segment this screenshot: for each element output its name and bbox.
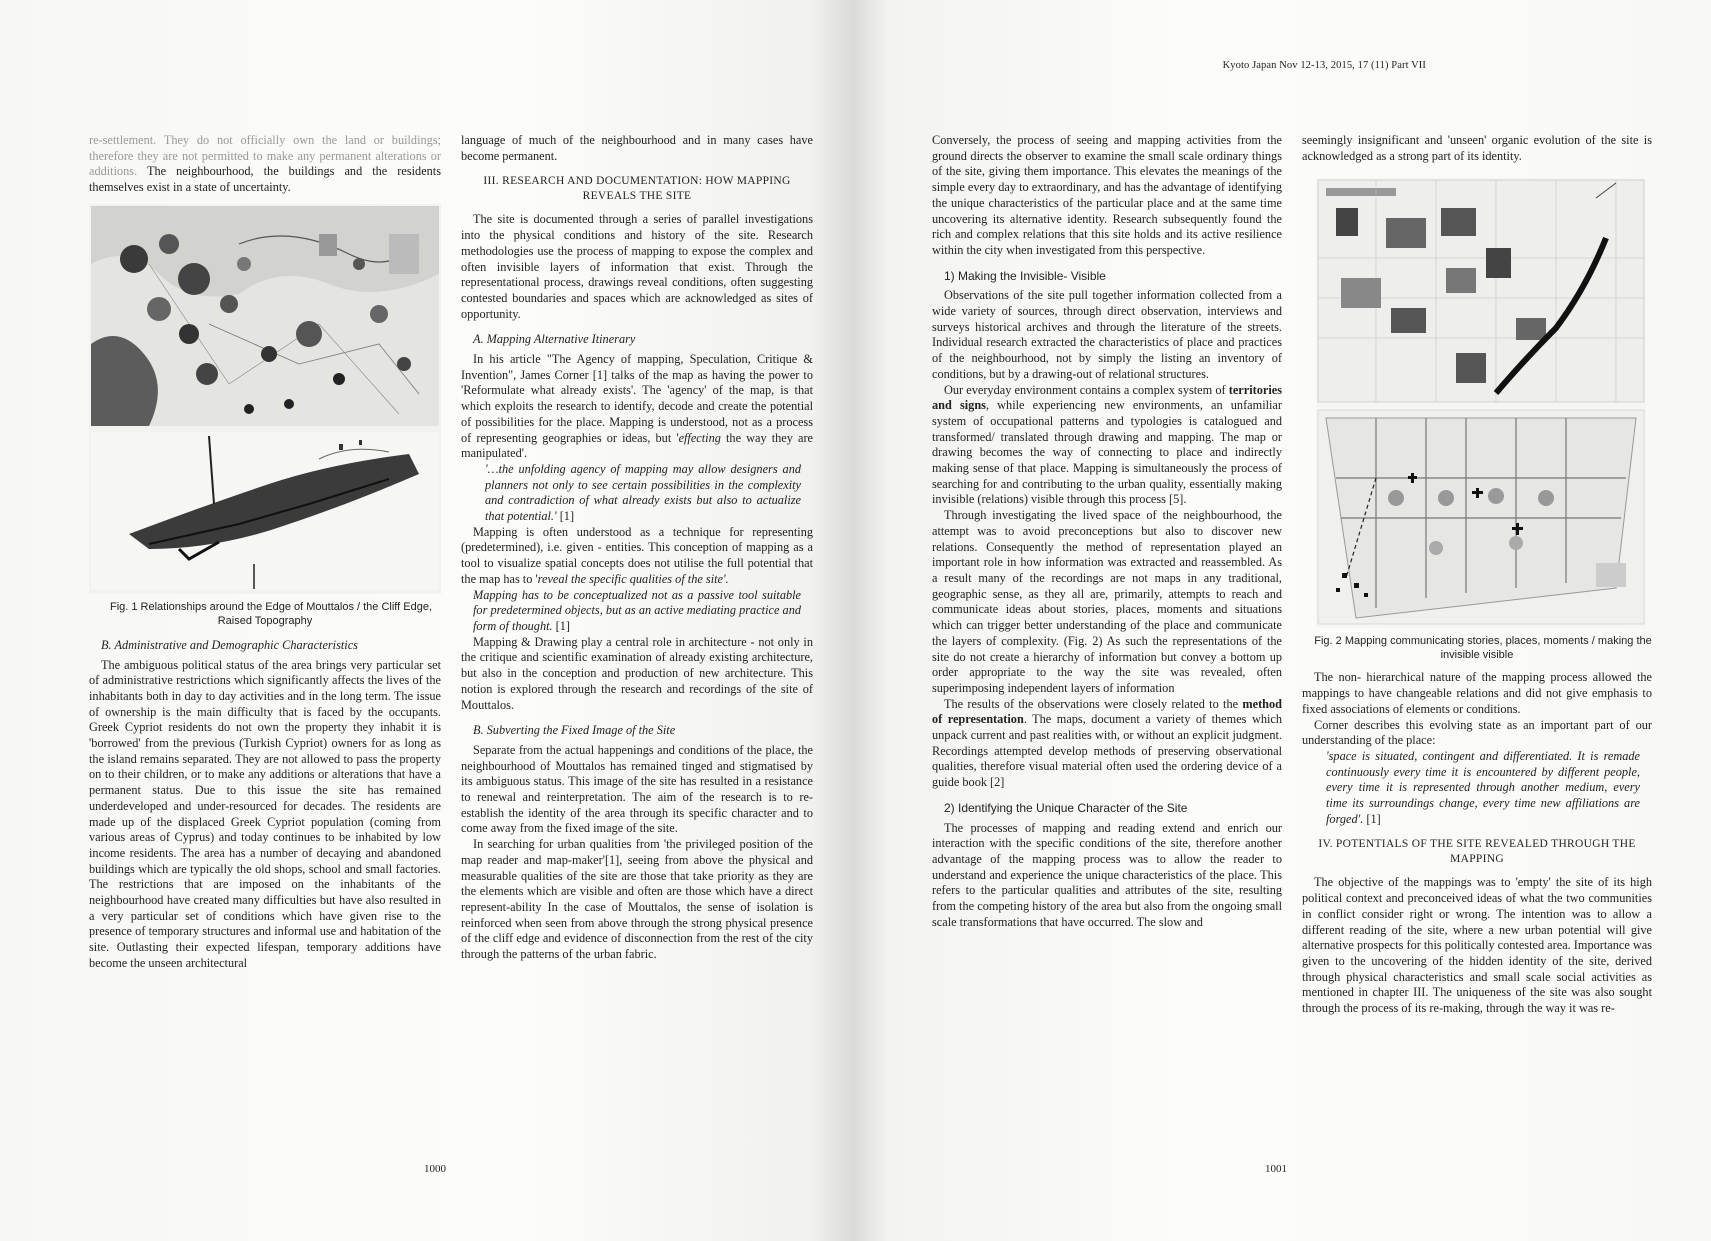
paragraph: The processes of mapping and reading extend and enrich our interaction with the specific conditions of the site, therefore another advantage of the mapping process was to allow the reader to understand and experience the unique characteristics of the place. This refers to the particular qualities and attributes of the site, resulting from the competing history of the area but also from the ongoing small scale transformations that have occurred. The slow and (932, 820, 1282, 929)
block-quote (473, 588, 801, 635)
quote-text: Mapping has to be conceptualized not as a passive tool suitable for predetermined objects, but as an active mediating practice and form of thought. (473, 587, 801, 633)
paragraph: The non- hierarchical nature of the mapping process allowed the mappings to have changeable relations and did not give emphasis to fixed associations of elements or conditions. (1302, 670, 1652, 716)
paragraph: seemingly insignificant and 'unseen' organic evolution of the site is acknowledged as a strong part of its identity. (1302, 133, 1652, 163)
figure-1-image (89, 204, 441, 594)
text: Mapping is often understood as a technique for representing (predetermined), i.e. given - entities. This conception of mapping as a tool to visualize spatial concepts does not utilise the full potential that the map has to ' (461, 524, 813, 586)
paragraph: In searching for urban qualities from 'the privileged position of the map reader and map-maker'[1], seeing from above the physical and measurable qualities of the site are those that take priority as they are the elements which are visible and often are those which have a direct represent-ability In the case of Mouttalos, the sense of isolation is reinforced when seen from above through the strong physical presence of the cliff edge and evidence of disconnection from the rest of the city through the patterns of the urban fabric. (461, 837, 813, 962)
italic-text: effecting (678, 430, 721, 445)
figure-2-image (1316, 178, 1652, 628)
right-page-column-2 (1302, 133, 1652, 1017)
section-heading-iv: IV. POTENTIALS OF THE SITE REVEALED THROUGH THE MAPPING (1318, 838, 1636, 866)
figure-2-drawing (1316, 178, 1646, 628)
paragraph: Through investigating the lived space of the neighbourhood, the attempt was to avoid preconceptions but also to discover new relations. Consequently the method of representation played an important role in how information was extracted and reassembled. As a result many of the recordings are not maps in any traditional, geographic sense, as they all are, primarily, attempts to reach and communicate ideas about stories, places, moments and situations which can trigger better understanding of the place and communicate the layers of complexity. (Fig. 2) As such the representations of the site do not create a hierarchy of information but convey a bottom up order appropriate to the way the site was revealed, often superimposing independent layers of information (932, 508, 1282, 695)
citation: [1] (1363, 811, 1381, 826)
heading-making-invisible-visible: 1) Making the Invisible- Visible (944, 268, 1106, 283)
paragraph: Observations of the site pull together information collected from a wide variety of sources, through direct observation, interviews and surveys historical archives and through the literature of the streets. Individual research extracted the characteristics of place and practices of the neighbourhood, not by simply the listing an inventory of conditions, but by a drawing-out of relational structures. (932, 288, 1282, 381)
section-heading-iii: III. RESEARCH AND DOCUMENTATION: HOW MAPPING REVEALS THE SITE (483, 175, 791, 203)
paragraph: The objective of the mappings was to 'empty' the site of its high political context and preconceived ideas of what the two communities in conflict consider right or wrong. The intention was to allow a different reading of the site, where a new urban potential will give alternative prospects for this politically contested area. Importance was given to the uncovering of the hidden identity of the site, derived through physical characteristics and small scale social activities as mentioned in chapter III. The uniqueness of the site was also sought through the process of its re-making, through the way it was re- (1302, 875, 1652, 1016)
paragraph: Conversely, the process of seeing and mapping activities from the ground directs the observer to examine the small scale ordinary things of the site, giving them importance. This elevates the meanings of the simple every day to extraordinary, and has the advantage of identifying the unique characteristics of the particular place and at the same time uncovering its alternative identity. Research subsequently found the rich and complex relations that this site holds and its active resilience within the city when investigated from this perspective. (932, 133, 1282, 257)
block-quote (1326, 749, 1640, 828)
paragraph: Corner describes this evolving state as an important part of our understanding of the place: (1302, 717, 1652, 748)
paragraph (932, 383, 1282, 509)
quote-text: 'space is situated, contingent and differentiated. It is remade continuously every time it is encountered by different people, every time it is represented through another medium, every time its surroundings change, every time new affiliations are forged'. (1326, 748, 1640, 826)
faded-text: re-settlement. They do not officially own the land or buildings; therefore they are not permitted to make any permanent alterations or additions. (89, 133, 441, 179)
paragraph (461, 525, 813, 588)
figure-1-drawing (89, 204, 441, 594)
page-number-right: 1001 (1265, 1163, 1287, 1175)
text: . The maps, document a variety of themes which unpack current and past realities with, or without an explicit judgment. Recordings attempted develop methods of preserving observational qualities, therefore visual material often used the ordering device of a guide book [2] (932, 712, 1282, 790)
figure-2-caption: Fig. 2 Mapping communicating stories, places, moments / making the invisible visible (1314, 635, 1652, 662)
paragraph: The site is documented through a series of parallel investigations into the physical conditions and history of the site. Research methodologies use the process of mapping to expose the complex and often invisible layers of information that exist. Through the representational process, drawings reveal conditions, often suggesting contested boundaries and spaces which are acknowledged as sites of opportunity. (461, 212, 813, 321)
italic-text: reveal the specific qualities of the site'. (537, 571, 729, 586)
subsection-heading-a: A. Mapping Alternative Itinerary (473, 332, 636, 347)
text: , while experiencing new environments, an unfamiliar system of occupational patterns and typologies is catalogued and transformed/ translated through drawing and mapping. The map or drawing becomes the way of connecting to place and indirectly making sense of that place. Mapping is simultaneously the process of searching for and contributing to the urban quality, essentially making invisible (relations) visible through this process [5]. (932, 398, 1282, 507)
figure-1-caption: Fig. 1 Relationships around the Edge of Mouttalos / the Cliff Edge, Raised Topography (109, 600, 433, 627)
heading-unique-character: 2) Identifying the Unique Character of the Site (944, 800, 1188, 815)
running-head: Kyoto Japan Nov 12-13, 2015, 17 (11) Part VII (1222, 60, 1426, 71)
page-number-left: 1000 (424, 1163, 446, 1175)
text: Our everyday environment contains a complex system of (944, 382, 1229, 397)
citation: [1] (556, 509, 575, 524)
paragraph: Separate from the actual happenings and conditions of the place, the neighbourhood of Mouttalos has remained tinged and stigmatised by its ambiguous status. This image of the site has resulted in a resistance to renewal and reinterpretation. The aim of the research is to re-establish the identity of the area through its specific character and to come away from the fixed image of the site. (461, 742, 813, 836)
left-page-column-2 (461, 133, 813, 963)
paragraph (932, 697, 1282, 791)
text: In his article "The Agency of mapping, Speculation, Critique & Invention", James Corner [1] talks of the map as having the power to 'Reformulate what already exists'. The 'agency' of the map, is that which exploits the research to identify, decode and create the potential of possibilities for the place. Mapping is understood, not as a process of representing geographies or ideas, but ' (461, 352, 813, 445)
subsection-heading-b: B. Subverting the Fixed Image of the Site (473, 723, 676, 738)
subsection-heading-b: B. Administrative and Demographic Characteristics (101, 637, 358, 652)
block-quote (485, 462, 801, 525)
left-page (0, 0, 855, 1241)
citation: [1] (552, 618, 571, 633)
left-page-column-1 (89, 133, 441, 972)
bold-text: territories and signs (932, 382, 1282, 413)
quote-text: '…the unfolding agency of mapping may allow designers and planners not only to see certain possibilities in the complexity and contradiction of what already exists but also to actualize that potential.' (485, 461, 801, 524)
paragraph: Mapping & Drawing play a central role in architecture - not only in the critique and scientific examination of already existing architecture, but also in the conception and production of new architecture. This notion is explored through the research and recordings of the site of Mouttalos. (461, 634, 813, 712)
paragraph (89, 133, 441, 196)
text: the way they are manipulated'. (461, 430, 814, 461)
paragraph (461, 352, 813, 462)
paragraph: The ambiguous political status of the area brings very particular set of administrative restrictions which significantly affects the lives of the inhabitants both in day to day activities and in the long term. The issue of ownership is the main difficulty that is faced by the occupants. Greek Cypriot residents do not own the property they inhabit it is 'borrowed' from the previous (Turkish Cypriot) owners for as long as the island remains separated. They are not allowed to pass the property on to their children, or to make any additions or alterations that have a permanent status. Due to this issue the site has remained underdeveloped and under-resourced for decades. The residents are made up of the displaced Greek Cypriot population (coming from various areas of Cyprus) and today continues to be inhabited by low income residents. The area has a number of decaying and abandoned buildings which are typically the old shops, school and small factories. The restrictions that are imposed on the inhabitants of the neighbourhood have created many difficulties but have also resulted in a very particular set of conditions which have given rise to the presence of temporary structures and informal use and habitation of the site. Outlasting their expected lifespan, temporary additions have become the unseen architectural (89, 657, 441, 970)
bold-text: method of representation (932, 696, 1282, 727)
right-page (855, 0, 1711, 1241)
right-page-column-1 (932, 133, 1282, 930)
text: The neighbourhood, the buildings and the residents themselves exist in a state of uncertainty. (89, 164, 441, 195)
text: The results of the observations were closely related to the (944, 696, 1243, 711)
paragraph: language of much of the neighbourhood and in many cases have become permanent. (461, 133, 813, 163)
